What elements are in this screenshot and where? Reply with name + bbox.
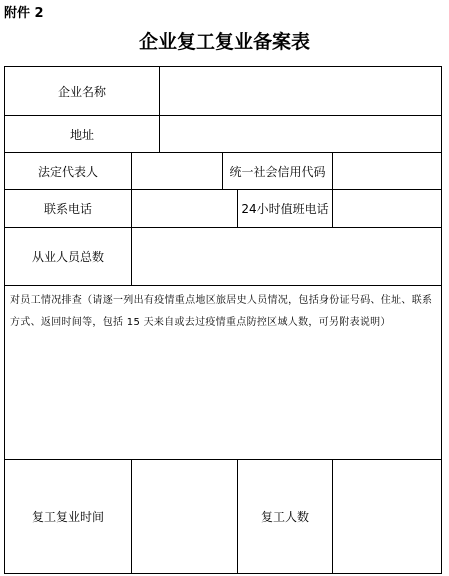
duty-phone-field[interactable] bbox=[333, 190, 441, 227]
legal-representative-field[interactable] bbox=[132, 153, 222, 189]
resume-count-label: 复工人数 bbox=[260, 510, 309, 524]
staff-total-label: 从业人员总数 bbox=[31, 250, 104, 264]
resume-time-label: 复工复业时间 bbox=[31, 510, 104, 524]
resume-count-field[interactable] bbox=[333, 460, 441, 573]
table-border-right bbox=[441, 66, 442, 574]
attachment-label: 附件 2 bbox=[4, 6, 44, 21]
company-name-field[interactable] bbox=[160, 67, 441, 115]
credit-code-label: 统一社会信用代码 bbox=[229, 164, 326, 179]
legal-representative-label: 法定代表人 bbox=[37, 164, 98, 179]
table-border-bottom bbox=[4, 573, 442, 574]
staff-check-field[interactable] bbox=[5, 360, 441, 459]
address-label: 地址 bbox=[69, 127, 94, 142]
resume-time-field[interactable] bbox=[132, 460, 237, 573]
company-name-label: 企业名称 bbox=[57, 84, 106, 99]
form-title: 企业复工复业备案表 bbox=[138, 31, 310, 53]
staff-total-field[interactable] bbox=[132, 228, 441, 285]
contact-phone-field[interactable] bbox=[132, 190, 237, 227]
duty-phone-label: 24小时值班电话 bbox=[241, 202, 329, 216]
credit-code-field[interactable] bbox=[333, 153, 441, 189]
staff-check-note: 对员工情况排查（请逐一列出有疫情重点地区旅居史人员情况，包括身份证号码、住址、联系方式、返回时间等，包括 15 天来自或去过疫情重点防控区域人数，可另附表说明） bbox=[10, 295, 433, 328]
address-field[interactable] bbox=[160, 116, 441, 152]
row-divider bbox=[4, 285, 442, 286]
contact-phone-label: 联系电话 bbox=[43, 202, 92, 216]
